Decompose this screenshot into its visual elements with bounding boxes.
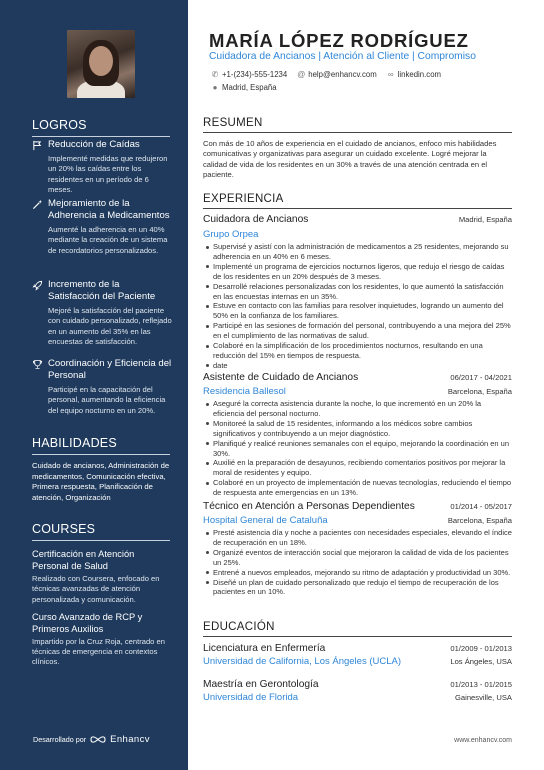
education-location: Gainesville, USA (455, 693, 512, 702)
bullet-item: Implementé un programa de ejercicios nocturnos ligeros, que redujo el riesgo de caídas de los residentes en un 20% después de 3 meses. (213, 262, 512, 282)
bullet-item: Planifiqué y realicé reuniones semanales con el equipo, mejorando la coordinación en un 30%. (213, 439, 512, 459)
achievements-section (32, 118, 170, 137)
sidebar (0, 0, 188, 770)
achievements-title: LOGROS (32, 118, 170, 137)
job-bullets (203, 399, 512, 498)
achievement-title: Coordinación y Eficiencia del Personal (48, 358, 172, 381)
bullet-item: Supervisé y asistí con la administración de medicamentos a 25 residentes, mejorando su adherencia en un 40% en 6 meses. (213, 242, 512, 262)
achievement-item (32, 198, 172, 256)
skills-text: Cuidado de ancianos, Administración de medicamentos, Comunicación efectiva, Primera respuesta, Planificación de atención, Organización (32, 461, 170, 502)
achievement-desc: Mejoré la satisfacción del paciente con cuidado personalizado, reflejado en un aumento del 35% en las encuestas de satisfacción. (48, 306, 172, 346)
phone-text: +1-(234)-555-1234 (222, 70, 288, 79)
achievement-desc: Implementé medidas que redujeron un 20% las caídas entre los residentes en un período de 6 meses. (48, 154, 168, 194)
education-entry (203, 643, 512, 667)
job-location: Barcelona, España (447, 516, 512, 525)
course-title: Certificación en Atención Personal de Salud (32, 549, 135, 571)
course-desc: Realizado con Coursera, enfocado en técnicas avanzadas de atención personalizada y comunicación. (32, 574, 160, 604)
bullet-item: Colaboré en la simplificación de los procedimientos nocturnos, resultando en una reducción del 15% en tiempos de respuesta. (213, 341, 512, 361)
candidate-name: MARÍA LÓPEZ RODRÍGUEZ (209, 30, 469, 51)
skills-section (32, 436, 170, 503)
achievement-desc: Aumenté la adherencia en un 40% mediante la creación de un sistema de recordatorios personalizados. (48, 225, 168, 255)
bullet-item: Colaboré en un proyecto de implementación de nuevas tecnologías, reduciendo el tiempo de respuesta ante emergencias en un 13%. (213, 478, 512, 498)
job-location: Madrid, España (458, 215, 512, 224)
bullet-item: Desarrollé relaciones personalizadas con los residentes, lo que aumentó la satisfacción en las encuestas internas en un 35%. (213, 282, 512, 302)
linkedin-text: linkedin.com (397, 70, 442, 79)
location-pin-icon: ● (212, 82, 218, 92)
summary-text: Con más de 10 años de experiencia en el cuidado de ancianos, enfoco mis habilidades comunicativas y organizativas para asegurar un cuidado excelente. Logré mejorar la calidad de vida de los residentes en un 30% a través de una atención centrada en el paciente. (203, 139, 497, 179)
achievement-item (32, 358, 172, 416)
achievement-item (32, 279, 172, 347)
email-text: help@enhancv.com (308, 70, 377, 79)
bullet-item: Auxilié en la preparación de desayunos, recibiendo comentarios positivos por mejorar la moral de residentes y equipo. (213, 458, 512, 478)
job-role: Cuidadora de Ancianos (203, 214, 309, 225)
degree: Licenciatura en Enfermería (203, 643, 326, 654)
achievement-title: Reducción de Caídas (48, 139, 140, 150)
email-item[interactable] (297, 70, 376, 79)
at-icon: @ (297, 69, 306, 79)
course-item (32, 611, 170, 668)
link-icon: ∞ (387, 69, 394, 79)
job-entry (203, 214, 512, 371)
trophy-icon (32, 359, 43, 370)
powered-by (33, 734, 150, 745)
bullet-item: Entrené a nuevos empleados, mejorando su ritmo de adaptación y productividad un 30%. (213, 567, 511, 577)
experience-title: EXPERIENCIA (203, 193, 512, 209)
job-entry (203, 501, 512, 597)
bullet-item: Organizé eventos de interacción social que mejoraron la calidad de vida de los pacientes un 25%. (213, 548, 512, 568)
achievement-desc: Participé en la capacitación del personal, aumentando la eficiencia del equipo nocturno en un 20%. (48, 385, 166, 415)
rocket-icon (32, 280, 43, 291)
bullet-item: Diseñé un plan de cuidado personalizado que redujo el tiempo de recuperación de los pacientes en un 10%. (213, 578, 512, 598)
education-entry (203, 679, 512, 703)
bullet-item: Presté asistencia día y noche a pacientes con necesidades especiales, elevando el índice de recuperación en un 18%. (213, 528, 512, 547)
course-title: Curso Avanzado de RCP y Primeros Auxilios (32, 611, 143, 634)
bullet-item: Monitoreé la salud de 15 residentes, informando a los médicos sobre cambios significativos y contribuyendo a un mejor diagnóstico. (213, 419, 512, 439)
footer-url[interactable]: www.enhancv.com (454, 737, 512, 744)
achievement-title: Incremento de la Satisfacción del Paciente (48, 279, 156, 302)
job-date: 06/2017 - 04/2021 (450, 373, 512, 382)
job-date: 01/2014 - 05/2017 (450, 502, 512, 511)
headline: Cuidadora de Ancianos | Atención al Cliente | Compromiso (209, 51, 476, 62)
job-location: Barcelona, España (447, 387, 512, 396)
bullet-item: Aseguré la correcta asistencia durante la noche, lo que incrementó en un 20% la eficiencia del personal nocturno. (213, 399, 512, 419)
wand-icon (32, 199, 43, 210)
education-title: EDUCACIÓN (203, 621, 512, 637)
enhancv-logo-icon (90, 735, 106, 744)
phone-item[interactable] (211, 70, 287, 79)
phone-icon: ✆ (211, 69, 219, 79)
bullet-item: Estuve en contacto con las familias para resolver inquietudes, logrando un aumento del 50% en la confianza de los familiares. (213, 301, 512, 321)
job-company[interactable]: Residencia Ballesol (203, 386, 286, 397)
powered-by-label: Desarrollado por (33, 735, 87, 744)
job-company[interactable]: Hospital General de Cataluña (203, 515, 328, 526)
course-item (32, 548, 170, 605)
job-role: Asistente de Cuidado de Ancianos (203, 372, 359, 383)
degree: Maestría en Gerontología (203, 679, 319, 690)
location-item (211, 83, 277, 92)
job-bullets (203, 242, 512, 371)
education-location: Los Ángeles, USA (450, 657, 512, 666)
course-desc: Impartido por la Cruz Roja, centrado en técnicas de emergencia en contextos clínicos. (32, 636, 165, 667)
courses-title: COURSES (32, 522, 170, 541)
school[interactable]: Universidad de Florida (203, 692, 299, 703)
job-entry (203, 372, 512, 498)
school[interactable]: Universidad de California, Los Ángeles (UCLA) (203, 656, 402, 667)
job-role: Técnico en Atención a Personas Dependientes (203, 501, 415, 512)
location-text: Madrid, España (222, 83, 277, 92)
profile-photo (67, 30, 135, 98)
courses-section (32, 522, 170, 668)
bullet-item: date (213, 361, 512, 371)
achievement-item (32, 139, 172, 195)
bullet-item: Participé en las sesiones de formación del personal, contribuyendo a una mejora del 25% en el cumplimiento de las normativas de salud. (213, 321, 511, 341)
enhancv-brand[interactable]: Enhancv (110, 734, 150, 745)
job-bullets (203, 528, 512, 597)
summary-title: RESUMEN (203, 117, 512, 133)
education-date: 01/2013 - 01/2015 (450, 680, 512, 689)
achievement-title: Mejoramiento de la Adherencia a Medicamentos (48, 198, 170, 221)
linkedin-item[interactable] (387, 70, 441, 79)
flag-icon (32, 140, 43, 151)
contact-info (211, 68, 441, 94)
skills-title: HABILIDADES (32, 436, 170, 455)
education-date: 01/2009 - 01/2013 (450, 644, 512, 653)
job-company[interactable]: Grupo Orpea (203, 229, 259, 240)
